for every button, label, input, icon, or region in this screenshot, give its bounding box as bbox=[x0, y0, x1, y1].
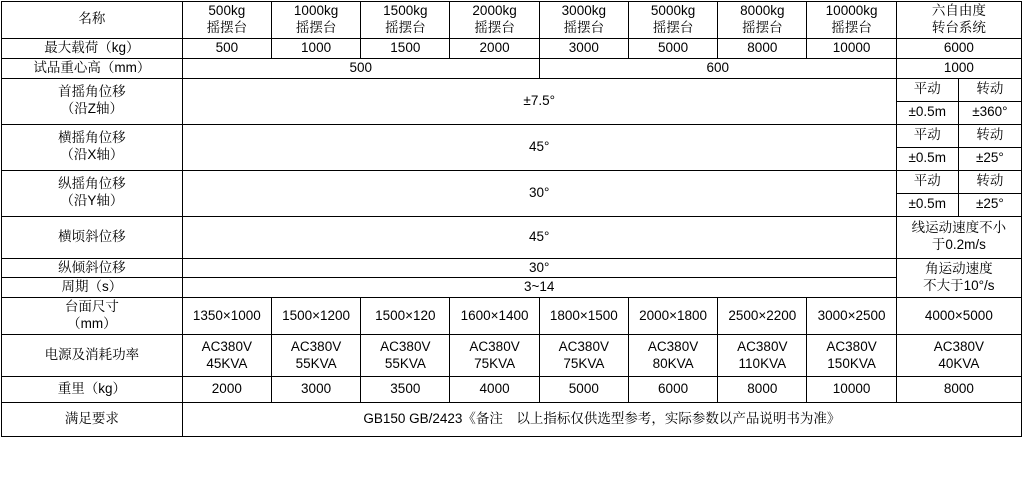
cell-power-voltage: AC380V bbox=[290, 338, 342, 354]
header-model-capacity: 10000kg bbox=[825, 3, 878, 18]
cell-yaw-sub-value-rotary: ±360° bbox=[958, 101, 1021, 124]
header-model-type: 摇摆台 bbox=[474, 19, 515, 35]
cell-max-load-six-dof: 6000 bbox=[896, 38, 1021, 58]
cell-power-voltage: AC380V bbox=[558, 338, 609, 354]
cell-roll-sub-label-rotary: 转动 bbox=[958, 124, 1021, 147]
row-label-period: 周期（s） bbox=[2, 278, 183, 298]
cell-table-size: 1600×1400 bbox=[450, 298, 539, 335]
cell-longitudinal-tilt-value: 30° bbox=[182, 258, 896, 278]
cell-power-rating: 45KVA bbox=[206, 355, 248, 371]
header-model-capacity: 3000kg bbox=[561, 3, 606, 18]
cell-yaw-sub-value-linear: ±0.5m bbox=[896, 101, 958, 124]
cell-max-load: 1500 bbox=[361, 38, 450, 58]
cell-power bbox=[628, 335, 717, 377]
row-label-table-size-line1: 台面尺寸 bbox=[64, 299, 119, 315]
cell-power-rating: 75KVA bbox=[474, 355, 516, 371]
cell-table-size: 3000×2500 bbox=[807, 298, 896, 335]
table-row-max-load bbox=[2, 38, 1022, 58]
header-six-dof-line2: 转台系统 bbox=[931, 19, 986, 35]
cell-weight: 4000 bbox=[450, 377, 539, 403]
header-model-cell bbox=[718, 2, 807, 39]
cell-weight: 6000 bbox=[628, 377, 717, 403]
cell-max-load: 1000 bbox=[271, 38, 360, 58]
cell-pitch-sub-label-rotary: 转动 bbox=[958, 170, 1021, 193]
cell-weight: 2000 bbox=[182, 377, 271, 403]
cell-power bbox=[182, 335, 271, 377]
table-row-power bbox=[2, 335, 1022, 377]
row-label-roll-line2: （沿X轴） bbox=[60, 147, 124, 162]
header-model-capacity: 500kg bbox=[208, 3, 246, 18]
cell-requirement-value: GB150 GB/2423《备注 以上指标仅供选型参考，实际参数以产品说明书为准》 bbox=[182, 403, 1021, 437]
header-model-capacity: 1000kg bbox=[293, 3, 339, 18]
table-row-center-height bbox=[2, 58, 1022, 78]
cell-power-rating: 55KVA bbox=[384, 355, 426, 371]
row-label-requirement: 满足要求 bbox=[2, 403, 183, 437]
row-label-center-height: 试品重心高（mm） bbox=[2, 58, 183, 78]
row-label-power: 电源及消耗功率 bbox=[2, 335, 183, 377]
header-model-capacity: 8000kg bbox=[740, 3, 785, 18]
row-label-weight: 重里（kg） bbox=[2, 377, 183, 403]
cell-power bbox=[718, 335, 807, 377]
cell-power bbox=[271, 335, 360, 377]
row-label-max-load: 最大载荷（kg） bbox=[2, 38, 183, 58]
cell-yaw-sub-label-linear: 平动 bbox=[896, 78, 958, 101]
cell-pitch-sub-value-linear: ±0.5m bbox=[896, 193, 958, 216]
cell-power-voltage: AC380V bbox=[933, 338, 984, 354]
header-model-type: 摇摆台 bbox=[563, 19, 605, 35]
angular-speed-note-line2: 不大于10°/s bbox=[923, 277, 995, 293]
linear-speed-note-line2: 于0.2m/s bbox=[931, 237, 986, 252]
row-label-longitudinal-tilt: 纵倾斜位移 bbox=[2, 258, 183, 278]
cell-table-size: 2000×1800 bbox=[628, 298, 717, 335]
cell-power-voltage: AC380V bbox=[469, 338, 520, 354]
cell-transverse-tilt-value: 45° bbox=[182, 216, 896, 258]
header-model-type: 摇摆台 bbox=[652, 19, 694, 35]
table-row-longitudinal-tilt bbox=[2, 258, 1022, 278]
row-label-transverse-tilt: 横顷斜位移 bbox=[2, 216, 183, 258]
row-label-yaw-line2: （沿Z轴） bbox=[60, 101, 123, 116]
cell-table-size: 1800×1500 bbox=[539, 298, 628, 335]
angular-speed-note-line1: 角运动速度 bbox=[925, 261, 993, 276]
cell-table-size: 1500×1200 bbox=[271, 298, 360, 335]
cell-center-height-six-dof: 1000 bbox=[896, 58, 1021, 78]
cell-max-load: 10000 bbox=[807, 38, 896, 58]
cell-yaw-value: ±7.5° bbox=[182, 78, 896, 124]
cell-power-voltage: AC380V bbox=[737, 338, 788, 354]
row-label-yaw bbox=[2, 78, 183, 124]
header-model-type: 摇摆台 bbox=[295, 19, 337, 35]
cell-weight: 3000 bbox=[271, 377, 360, 403]
header-model-type: 摇摆台 bbox=[742, 19, 783, 35]
table-row-transverse-tilt bbox=[2, 216, 1022, 258]
header-model-capacity: 1500kg bbox=[383, 3, 428, 18]
cell-max-load: 8000 bbox=[718, 38, 807, 58]
row-label-roll-line1: 横摇角位移 bbox=[58, 130, 126, 146]
cell-roll-sub-value-linear: ±0.5m bbox=[896, 147, 958, 170]
cell-weight: 10000 bbox=[807, 377, 896, 403]
cell-power-rating: 75KVA bbox=[563, 355, 605, 371]
cell-max-load: 500 bbox=[182, 38, 271, 58]
cell-pitch-sub-label-linear: 平动 bbox=[896, 170, 958, 193]
cell-power-rating: 55KVA bbox=[295, 355, 337, 371]
row-label-pitch-line1: 纵摇角位移 bbox=[58, 176, 126, 192]
header-model-capacity: 5000kg bbox=[650, 3, 696, 18]
cell-power-rating: 110KVA bbox=[738, 355, 787, 371]
cell-power bbox=[450, 335, 539, 377]
cell-table-size: 1350×1000 bbox=[182, 298, 271, 335]
row-label-table-size-line2: （mm） bbox=[67, 316, 117, 332]
cell-roll-sub-value-rotary: ±25° bbox=[958, 147, 1021, 170]
cell-power-rating: 150KVA bbox=[827, 355, 876, 371]
specification-table bbox=[1, 1, 1022, 437]
cell-power-rating: 40KVA bbox=[938, 355, 980, 371]
cell-power bbox=[539, 335, 628, 377]
linear-speed-note-line1: 线运动速度不小 bbox=[911, 220, 1007, 236]
header-model-type: 摇摆台 bbox=[206, 19, 248, 35]
header-model-cell bbox=[807, 2, 896, 39]
header-model-type: 摇摆台 bbox=[385, 19, 426, 35]
header-model-cell bbox=[182, 2, 271, 39]
cell-power-voltage: AC380V bbox=[647, 338, 699, 354]
row-label-pitch-line2: （沿Y轴） bbox=[60, 193, 124, 208]
cell-max-load: 5000 bbox=[628, 38, 717, 58]
table-row-roll-sub-labels bbox=[2, 124, 1022, 147]
cell-weight: 5000 bbox=[539, 377, 628, 403]
header-model-capacity: 2000kg bbox=[472, 3, 517, 18]
table-row-yaw-sub-labels bbox=[2, 78, 1022, 101]
cell-power-six-dof bbox=[896, 335, 1021, 377]
cell-max-load: 2000 bbox=[450, 38, 539, 58]
cell-power bbox=[807, 335, 896, 377]
header-six-dof-line1: 六自由度 bbox=[931, 3, 986, 18]
cell-pitch-value: 30° bbox=[182, 170, 896, 216]
header-model-cell bbox=[271, 2, 360, 39]
cell-center-height-group2: 600 bbox=[539, 58, 896, 78]
table-row-table-size bbox=[2, 298, 1022, 335]
header-model-cell bbox=[450, 2, 539, 39]
cell-angular-speed-note bbox=[896, 258, 1021, 298]
header-six-dof-cell bbox=[896, 2, 1021, 39]
cell-roll-value: 45° bbox=[182, 124, 896, 170]
header-model-cell bbox=[361, 2, 450, 39]
cell-power bbox=[361, 335, 450, 377]
cell-table-size-six-dof: 4000×5000 bbox=[896, 298, 1021, 335]
cell-center-height-group1: 500 bbox=[182, 58, 539, 78]
cell-linear-speed-note bbox=[896, 216, 1021, 258]
table-row-requirement bbox=[2, 403, 1022, 437]
cell-yaw-sub-label-rotary: 转动 bbox=[958, 78, 1021, 101]
cell-pitch-sub-value-rotary: ±25° bbox=[958, 193, 1021, 216]
row-label-roll bbox=[2, 124, 183, 170]
header-model-cell bbox=[539, 2, 628, 39]
cell-power-voltage: AC380V bbox=[201, 338, 252, 354]
table-row-pitch-sub-labels bbox=[2, 170, 1022, 193]
table-header-row bbox=[2, 2, 1022, 39]
cell-power-voltage: AC380V bbox=[826, 338, 877, 354]
cell-table-size: 2500×2200 bbox=[718, 298, 807, 335]
cell-max-load: 3000 bbox=[539, 38, 628, 58]
header-model-type: 摇摆台 bbox=[831, 19, 872, 35]
cell-power-voltage: AC380V bbox=[380, 338, 431, 354]
row-label-yaw-line1: 首摇角位移 bbox=[58, 84, 126, 100]
table-row-period bbox=[2, 278, 1022, 298]
cell-table-size: 1500×120 bbox=[361, 298, 450, 335]
table-row-weight bbox=[2, 377, 1022, 403]
header-name-cell: 名称 bbox=[2, 2, 183, 39]
cell-weight: 3500 bbox=[361, 377, 450, 403]
cell-power-rating: 80KVA bbox=[652, 355, 694, 371]
header-model-cell bbox=[628, 2, 717, 39]
row-label-pitch bbox=[2, 170, 183, 216]
row-label-table-size bbox=[2, 298, 183, 335]
cell-weight: 8000 bbox=[718, 377, 807, 403]
cell-roll-sub-label-linear: 平动 bbox=[896, 124, 958, 147]
cell-period-value: 3~14 bbox=[182, 278, 896, 298]
cell-weight-six-dof: 8000 bbox=[896, 377, 1021, 403]
